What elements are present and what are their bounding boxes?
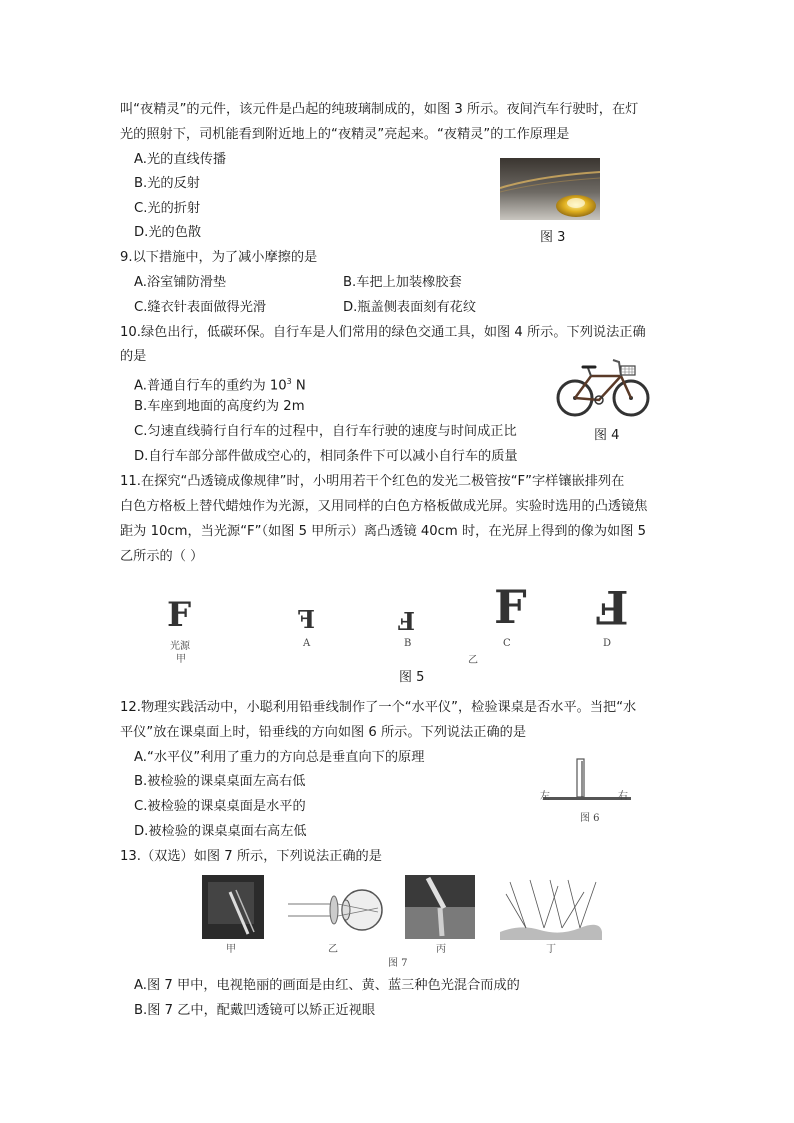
figure-7-label-yi: 乙 <box>328 944 338 955</box>
option-a: A.图 7 甲中，电视艳丽的画面是由红、黄、蓝三种色光混合而成的 <box>134 978 520 993</box>
option-label-d: D <box>603 638 612 649</box>
figure-3-photo <box>500 158 600 220</box>
source-sub-label: 甲 <box>176 654 186 665</box>
question-11-stem: 11.在探究“凸透镜成像规律”时，小明用若干个红色的发光二极管按“F”字样镶嵌排列在 <box>120 474 625 489</box>
question-12-stem: 平仪”放在课桌面上时，铅垂线的方向如图 6 所示。下列说法正确的是 <box>120 725 527 740</box>
right-label: 右 <box>618 791 628 802</box>
source-label: 光源 <box>170 641 190 652</box>
option-a: A.光的直线传播 <box>134 152 227 167</box>
figure-7-label-jia: 甲 <box>226 944 236 955</box>
option-label-c: C <box>503 638 511 649</box>
figure-6-level-diagram <box>538 755 638 825</box>
option-a-text: A.普通自行车的重约为 10 <box>134 378 287 394</box>
option-a <box>134 373 306 395</box>
question-text-line: 叫“夜精灵”的元件，该元件是凸起的纯玻璃制成的，如图 3 所示。夜间汽车行驶时，在灯 <box>120 102 639 117</box>
image-option-b: F <box>398 606 416 635</box>
option-label-a: A <box>303 638 311 649</box>
option-a: A.浴室铺防滑垫 <box>134 275 227 290</box>
question-10-stem: 的是 <box>120 349 147 364</box>
option-c: C.缝衣针表面做得光滑 <box>134 300 267 315</box>
figure-7-label-ding: 丁 <box>546 944 556 955</box>
image-option-a: F <box>298 605 316 634</box>
figure-3-caption: 图 3 <box>540 230 566 245</box>
option-d: D.光的色散 <box>134 225 202 240</box>
option-label-b: B <box>404 638 412 649</box>
option-d: D.自行车部分部件做成空心的，相同条件下可以减小自行车的质量 <box>134 449 518 464</box>
option-c: C.光的折射 <box>134 201 201 216</box>
figure-4-caption: 图 4 <box>594 428 620 443</box>
figure-7-caption: 图 7 <box>388 958 408 969</box>
question-10-stem: 10.绿色出行，低碳环保。自行车是人们常用的绿色交通工具，如图 4 所示。下列说法正确 <box>120 325 646 340</box>
image-option-c: F <box>494 580 527 634</box>
option-c: C.匀速直线骑行自行车的过程中，自行车行驶的速度与时间成正比 <box>134 424 517 439</box>
group-label: 乙 <box>468 655 478 666</box>
source-f-letter: F <box>167 595 192 635</box>
figure-5-caption: 图 5 <box>399 670 425 685</box>
question-12-stem: 12.物理实践活动中，小聪利用铅垂线制作了一个“水平仪”，检验课桌是否水平。当把“水 <box>120 700 637 715</box>
unit: N <box>291 378 306 394</box>
question-11-stem: 乙所示的（ ） <box>120 549 204 564</box>
question-9-stem: 9.以下措施中，为了减小摩擦的是 <box>120 250 318 265</box>
bicycle-icon <box>555 354 650 418</box>
image-option-d: F <box>596 580 629 634</box>
option-b: B.车座到地面的高度约为 2m <box>134 399 305 414</box>
left-label: 左 <box>540 791 550 802</box>
option-b: B.车把上加装橡胶套 <box>343 275 462 290</box>
option-d: D.瓶盖侧表面刻有花纹 <box>343 300 477 315</box>
figure-7 <box>200 872 610 968</box>
question-11-stem: 距为 10cm，当光源“F”（如图 5 甲所示）离凸透镜 40cm 时，在光屏上得到的像为如图 5 <box>120 524 646 539</box>
question-13-stem: 13.（双选）如图 7 所示，下列说法正确的是 <box>120 849 382 864</box>
exponent: 3 <box>286 377 292 386</box>
figure-6-caption: 图 6 <box>580 813 600 824</box>
option-b: B.光的反射 <box>134 176 200 191</box>
option-c: C.被检验的课桌桌面是水平的 <box>134 799 306 814</box>
option-d: D.被检验的课桌桌面右高左低 <box>134 824 307 839</box>
option-a: A.“水平仪”利用了重力的方向总是垂直向下的原理 <box>134 750 425 765</box>
question-11-stem: 白色方格板上替代蜡烛作为光源，又用同样的白色方格板做成光屏。实验时选用的凸透镜焦 <box>120 499 648 514</box>
figure-7-label-bing: 丙 <box>436 944 446 955</box>
option-b: B.图 7 乙中，配戴凹透镜可以矫正近视眼 <box>134 1003 376 1018</box>
figure-5 <box>160 578 640 666</box>
option-b: B.被检验的课桌桌面左高右低 <box>134 774 306 789</box>
question-text-line: 光的照射下，司机能看到附近地上的“夜精灵”亮起来。“夜精灵”的工作原理是 <box>120 127 570 142</box>
